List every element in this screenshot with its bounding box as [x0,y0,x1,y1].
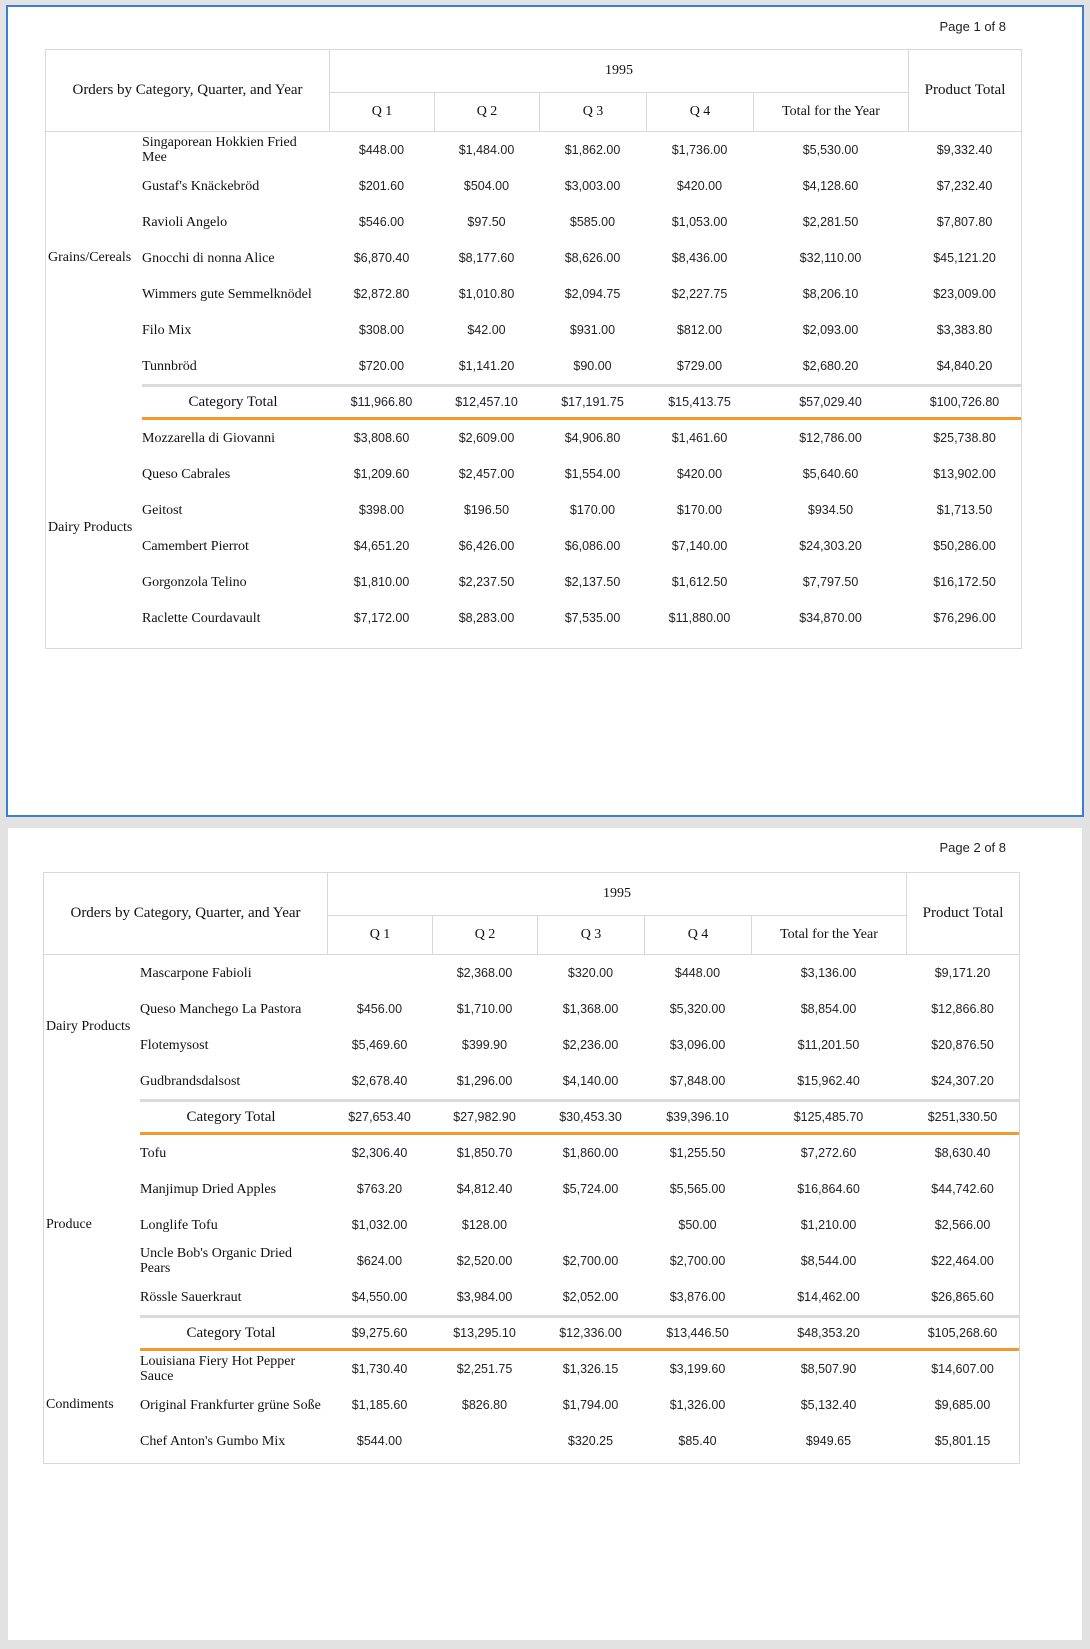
cell-q3: $7,535.00 [564,611,621,625]
cell-q1: $720.00 [358,359,405,373]
cell-q3: $2,137.50 [564,575,621,589]
cell-q4: $8,436.00 [671,251,728,265]
table-row [140,1387,1019,1423]
total-cell-q4: $13,446.50 [666,1326,729,1340]
cell-q4: $1,461.60 [671,431,728,445]
category-total-row [140,1315,1019,1351]
product-name: Queso Manchego La Pastora [140,1001,302,1017]
cell-year-total: $24,303.20 [799,539,862,553]
product-name: Flotemysost [140,1037,209,1053]
year-total-header: Total for the Year [753,93,908,131]
product-name: Uncle Bob's Organic Dried Pears [140,1246,292,1276]
cell-year-total: $5,640.60 [802,467,859,481]
cell-product-total: $14,607.00 [931,1362,994,1376]
cell-product-total: $25,738.80 [933,431,996,445]
total-cell-q4: $39,396.10 [666,1110,729,1124]
table-row [140,1351,1019,1387]
cell-q2: $8,283.00 [458,611,515,625]
cell-year-total: $4,128.60 [802,179,859,193]
table-row [142,600,1021,636]
cell-year-total: $5,530.00 [802,143,859,157]
cell-year-total: $15,962.40 [797,1074,860,1088]
category-total-row [140,1099,1019,1135]
table-row [140,1243,1019,1279]
cell-q1: $1,730.40 [351,1362,408,1376]
table-row [142,420,1021,456]
category-total-row [142,384,1021,420]
cell-year-total: $8,854.00 [800,1002,857,1016]
cell-year-total: $5,132.40 [800,1398,857,1412]
cell-product-total: $12,866.80 [931,1002,994,1016]
product-name: Singaporean Hokkien Fried Mee [142,135,297,165]
product-name: Chef Anton's Gumbo Mix [140,1433,286,1449]
cell-q1: $544.00 [356,1434,403,1448]
table-row [140,1063,1019,1099]
total-cell-q3: $17,191.75 [561,395,624,409]
cell-q3: $585.00 [569,215,616,229]
total-cell-product-total: $105,268.60 [927,1326,998,1340]
product-name: Gudbrandsdalsost [140,1073,241,1089]
year-header: 1995 [329,50,908,93]
cell-q4: $5,320.00 [669,1002,726,1016]
cell-q1: $1,810.00 [353,575,410,589]
product-name: Camembert Pierrot [142,538,249,554]
cell-q3: $320.00 [567,966,614,980]
product-name: Geitost [142,502,183,518]
table-row [142,456,1021,492]
cell-q1: $763.20 [356,1182,403,1196]
cell-q3: $1,554.00 [564,467,621,481]
quarter-header-q1: Q 1 [327,916,432,954]
cell-q1 [327,955,432,991]
cell-q1: $2,678.40 [351,1074,408,1088]
cell-year-total: $8,507.90 [800,1362,857,1376]
category-total-label: Category Total [186,1108,276,1125]
table-row [140,1207,1019,1243]
cell-q2: $1,141.20 [458,359,515,373]
cell-q4: $50.00 [678,1218,717,1232]
cell-q3: $8,626.00 [564,251,621,265]
cell-q4: $85.40 [678,1434,717,1448]
total-cell-q4: $15,413.75 [668,395,731,409]
total-cell-q1: $9,275.60 [351,1326,408,1340]
cell-product-total: $9,685.00 [934,1398,991,1412]
cell-q3: $3,003.00 [564,179,621,193]
category-total-label: Category Total [186,1324,276,1341]
product-name: Rössle Sauerkraut [140,1289,242,1305]
cell-year-total: $2,093.00 [802,323,859,337]
cell-year-total: $2,680.20 [802,359,859,373]
product-name: Queso Cabrales [142,466,231,482]
total-cell-q2: $27,982.90 [453,1110,516,1124]
cell-q1: $546.00 [358,215,405,229]
cell-product-total: $45,121.20 [933,251,996,265]
cell-q4: $1,612.50 [671,575,728,589]
cell-year-total: $934.50 [807,503,854,517]
cell-q1: $3,808.60 [353,431,410,445]
product-name: Longlife Tofu [140,1217,218,1233]
cell-q3: $2,052.00 [562,1290,619,1304]
cell-q2: $3,984.00 [456,1290,513,1304]
cell-q4: $448.00 [674,966,721,980]
table-row [140,1423,1019,1459]
cell-q2: $2,609.00 [458,431,515,445]
cell-q1: $624.00 [356,1254,403,1268]
cell-q4: $2,700.00 [669,1254,726,1268]
page-number: Page 2 of 8 [939,840,1006,855]
cell-q2: $2,368.00 [456,966,513,980]
cell-q2: $42.00 [467,323,506,337]
cell-q3: $1,368.00 [562,1002,619,1016]
product-name: Raclette Courdavault [142,610,261,626]
cell-product-total: $22,464.00 [931,1254,994,1268]
table-row [142,564,1021,600]
cell-q1: $448.00 [358,143,405,157]
product-name: Gnocchi di nonna Alice [142,250,275,266]
table-row [140,1135,1019,1171]
cell-q2: $2,251.75 [456,1362,513,1376]
cell-q4: $1,326.00 [669,1398,726,1412]
cell-product-total: $24,307.20 [931,1074,994,1088]
year-header: 1995 [327,873,906,916]
cell-q2: $1,010.80 [458,287,515,301]
cell-q1: $398.00 [358,503,405,517]
cell-q4: $1,255.50 [669,1146,726,1160]
quarter-header-q1: Q 1 [329,93,434,131]
cell-year-total: $7,797.50 [802,575,859,589]
cell-q2: $196.50 [463,503,510,517]
table-row [142,348,1021,384]
table-row [142,492,1021,528]
product-name: Manjimup Dried Apples [140,1181,277,1197]
cell-product-total: $44,742.60 [931,1182,994,1196]
total-cell-q1: $27,653.40 [348,1110,411,1124]
cell-q2 [432,1423,537,1459]
product-name: Tunnbröd [142,358,197,374]
cell-q2: $1,484.00 [458,143,515,157]
cell-q3: $4,906.80 [564,431,621,445]
cell-q2: $4,812.40 [456,1182,513,1196]
cell-year-total: $3,136.00 [800,966,857,980]
product-name: Tofu [140,1145,167,1161]
product-name: Mozzarella di Giovanni [142,430,275,446]
table-row [142,528,1021,564]
cell-q4: $7,848.00 [669,1074,726,1088]
cell-q1: $2,872.80 [353,287,410,301]
cell-product-total: $1,713.50 [936,503,993,517]
cell-q4: $2,227.75 [671,287,728,301]
cell-q3: $6,086.00 [564,539,621,553]
category-total-label: Category Total [188,393,278,410]
table-row [140,1171,1019,1207]
cell-product-total: $76,296.00 [933,611,996,625]
cell-q4: $5,565.00 [669,1182,726,1196]
cell-q3: $320.25 [567,1434,614,1448]
report-page-1 [6,5,1084,817]
cell-q3: $1,860.00 [562,1146,619,1160]
total-cell-q3: $30,453.30 [559,1110,622,1124]
cell-q2: $6,426.00 [458,539,515,553]
cell-q3: $170.00 [569,503,616,517]
cell-q1: $456.00 [356,1002,403,1016]
cell-q2: $8,177.60 [458,251,515,265]
report-table [45,49,1022,649]
table-row [140,1027,1019,1063]
product-name: Ravioli Angelo [142,214,228,230]
cell-product-total: $16,172.50 [933,575,996,589]
cell-q4: $3,876.00 [669,1290,726,1304]
cell-q2: $2,457.00 [458,467,515,481]
cell-q2: $1,710.00 [456,1002,513,1016]
cell-q2: $1,850.70 [456,1146,513,1160]
cell-q2: $2,237.50 [458,575,515,589]
cell-q4: $3,096.00 [669,1038,726,1052]
table-row [142,204,1021,240]
table-row [140,1279,1019,1315]
cell-product-total: $20,876.50 [931,1038,994,1052]
category-name: Produce [46,1217,92,1232]
report-page-2 [8,828,1082,1640]
total-cell-q1: $11,966.80 [350,395,413,409]
cell-q1: $1,209.60 [353,467,410,481]
cell-year-total: $32,110.00 [799,251,862,265]
cell-q3: $2,094.75 [564,287,621,301]
total-cell-q3: $12,336.00 [559,1326,622,1340]
total-cell-q2: $13,295.10 [453,1326,516,1340]
cell-product-total: $7,807.80 [936,215,993,229]
total-cell-year-total: $57,029.40 [799,395,862,409]
quarter-header-q2: Q 2 [434,93,539,131]
table-row [140,955,1019,991]
cell-q3: $4,140.00 [562,1074,619,1088]
cell-year-total: $12,786.00 [799,431,862,445]
category-name: Dairy Products [46,1019,131,1034]
cell-q3: $90.00 [573,359,612,373]
cell-q3: $931.00 [569,323,616,337]
product-name: Filo Mix [142,322,192,338]
cell-q1: $2,306.40 [351,1146,408,1160]
cell-q4: $420.00 [676,467,723,481]
cell-product-total: $4,840.20 [936,359,993,373]
product-total-header: Product Total [906,873,1019,954]
product-name: Gustaf's Knäckebröd [142,178,260,194]
product-name: Mascarpone Fabioli [140,965,252,981]
cell-q4: $11,880.00 [668,611,731,625]
category-name: Dairy Products [48,520,133,535]
product-name: Original Frankfurter grüne Soße [140,1397,321,1413]
product-name: Wimmers gute Semmelknödel [142,286,312,302]
product-total-header: Product Total [908,50,1021,131]
cell-year-total: $7,272.60 [800,1146,857,1160]
page-number: Page 1 of 8 [939,19,1006,34]
cell-product-total: $9,171.20 [934,966,991,980]
cell-q2: $826.80 [461,1398,508,1412]
cell-q4: $812.00 [676,323,723,337]
cell-product-total: $9,332.40 [936,143,993,157]
table-row [142,276,1021,312]
report-table [43,872,1020,1464]
cell-q3: $1,862.00 [564,143,621,157]
cell-year-total: $8,544.00 [800,1254,857,1268]
cell-q1: $7,172.00 [353,611,410,625]
total-cell-product-total: $100,726.80 [929,395,1000,409]
cell-q1: $1,185.60 [351,1398,408,1412]
cell-q4: $729.00 [676,359,723,373]
cell-q3: $2,236.00 [562,1038,619,1052]
cell-q2: $1,296.00 [456,1074,513,1088]
cell-year-total: $949.65 [805,1434,852,1448]
total-cell-year-total: $125,485.70 [793,1110,864,1124]
table-row [140,991,1019,1027]
cell-year-total: $11,201.50 [797,1038,860,1052]
cell-q4: $1,736.00 [671,143,728,157]
cell-product-total: $8,630.40 [934,1146,991,1160]
table-row [142,132,1021,168]
cell-q4: $420.00 [676,179,723,193]
table-row [142,312,1021,348]
cell-year-total: $1,210.00 [800,1218,857,1232]
cell-q3 [537,1207,644,1243]
cell-q3: $5,724.00 [562,1182,619,1196]
cell-product-total: $3,383.80 [936,323,993,337]
cell-q2: $2,520.00 [456,1254,513,1268]
cell-q2: $504.00 [463,179,510,193]
cell-q3: $1,326.15 [562,1362,619,1376]
cell-q1: $4,651.20 [353,539,410,553]
cell-product-total: $2,566.00 [934,1218,991,1232]
cell-q4: $7,140.00 [671,539,728,553]
cell-year-total: $16,864.60 [797,1182,860,1196]
cell-q4: $170.00 [676,503,723,517]
cell-q1: $4,550.00 [351,1290,408,1304]
cell-product-total: $7,232.40 [936,179,993,193]
cell-product-total: $26,865.60 [931,1290,994,1304]
report-title: Orders by Category, Quarter, and Year [72,82,303,98]
report-title: Orders by Category, Quarter, and Year [70,905,301,921]
quarter-header-q3: Q 3 [539,93,646,131]
year-total-header: Total for the Year [751,916,906,954]
product-name: Louisiana Fiery Hot Pepper Sauce [140,1354,296,1384]
total-cell-product-total: $251,330.50 [927,1110,998,1124]
cell-q3: $1,794.00 [562,1398,619,1412]
cell-q2: $97.50 [467,215,506,229]
table-row [142,168,1021,204]
table-row [142,240,1021,276]
cell-q3: $2,700.00 [562,1254,619,1268]
cell-q1: $5,469.60 [351,1038,408,1052]
cell-q1: $6,870.40 [353,251,410,265]
cell-year-total: $8,206.10 [802,287,859,301]
quarter-header-q4: Q 4 [644,916,751,954]
quarter-header-q2: Q 2 [432,916,537,954]
cell-q1: $1,032.00 [351,1218,408,1232]
category-name: Condiments [46,1397,114,1412]
total-cell-q2: $12,457.10 [455,395,518,409]
product-name: Gorgonzola Telino [142,574,247,590]
quarter-header-q3: Q 3 [537,916,644,954]
cell-q4: $3,199.60 [669,1362,726,1376]
cell-year-total: $34,870.00 [799,611,862,625]
cell-q2: $128.00 [461,1218,508,1232]
quarter-header-q4: Q 4 [646,93,753,131]
cell-product-total: $23,009.00 [933,287,996,301]
cell-product-total: $50,286.00 [933,539,996,553]
cell-q1: $308.00 [358,323,405,337]
cell-q4: $1,053.00 [671,215,728,229]
total-cell-year-total: $48,353.20 [797,1326,860,1340]
cell-q2: $399.90 [461,1038,508,1052]
cell-year-total: $2,281.50 [802,215,859,229]
cell-product-total: $13,902.00 [933,467,996,481]
cell-q1: $201.60 [358,179,405,193]
cell-product-total: $5,801.15 [934,1434,991,1448]
cell-year-total: $14,462.00 [797,1290,860,1304]
category-name: Grains/Cereals [48,250,132,265]
